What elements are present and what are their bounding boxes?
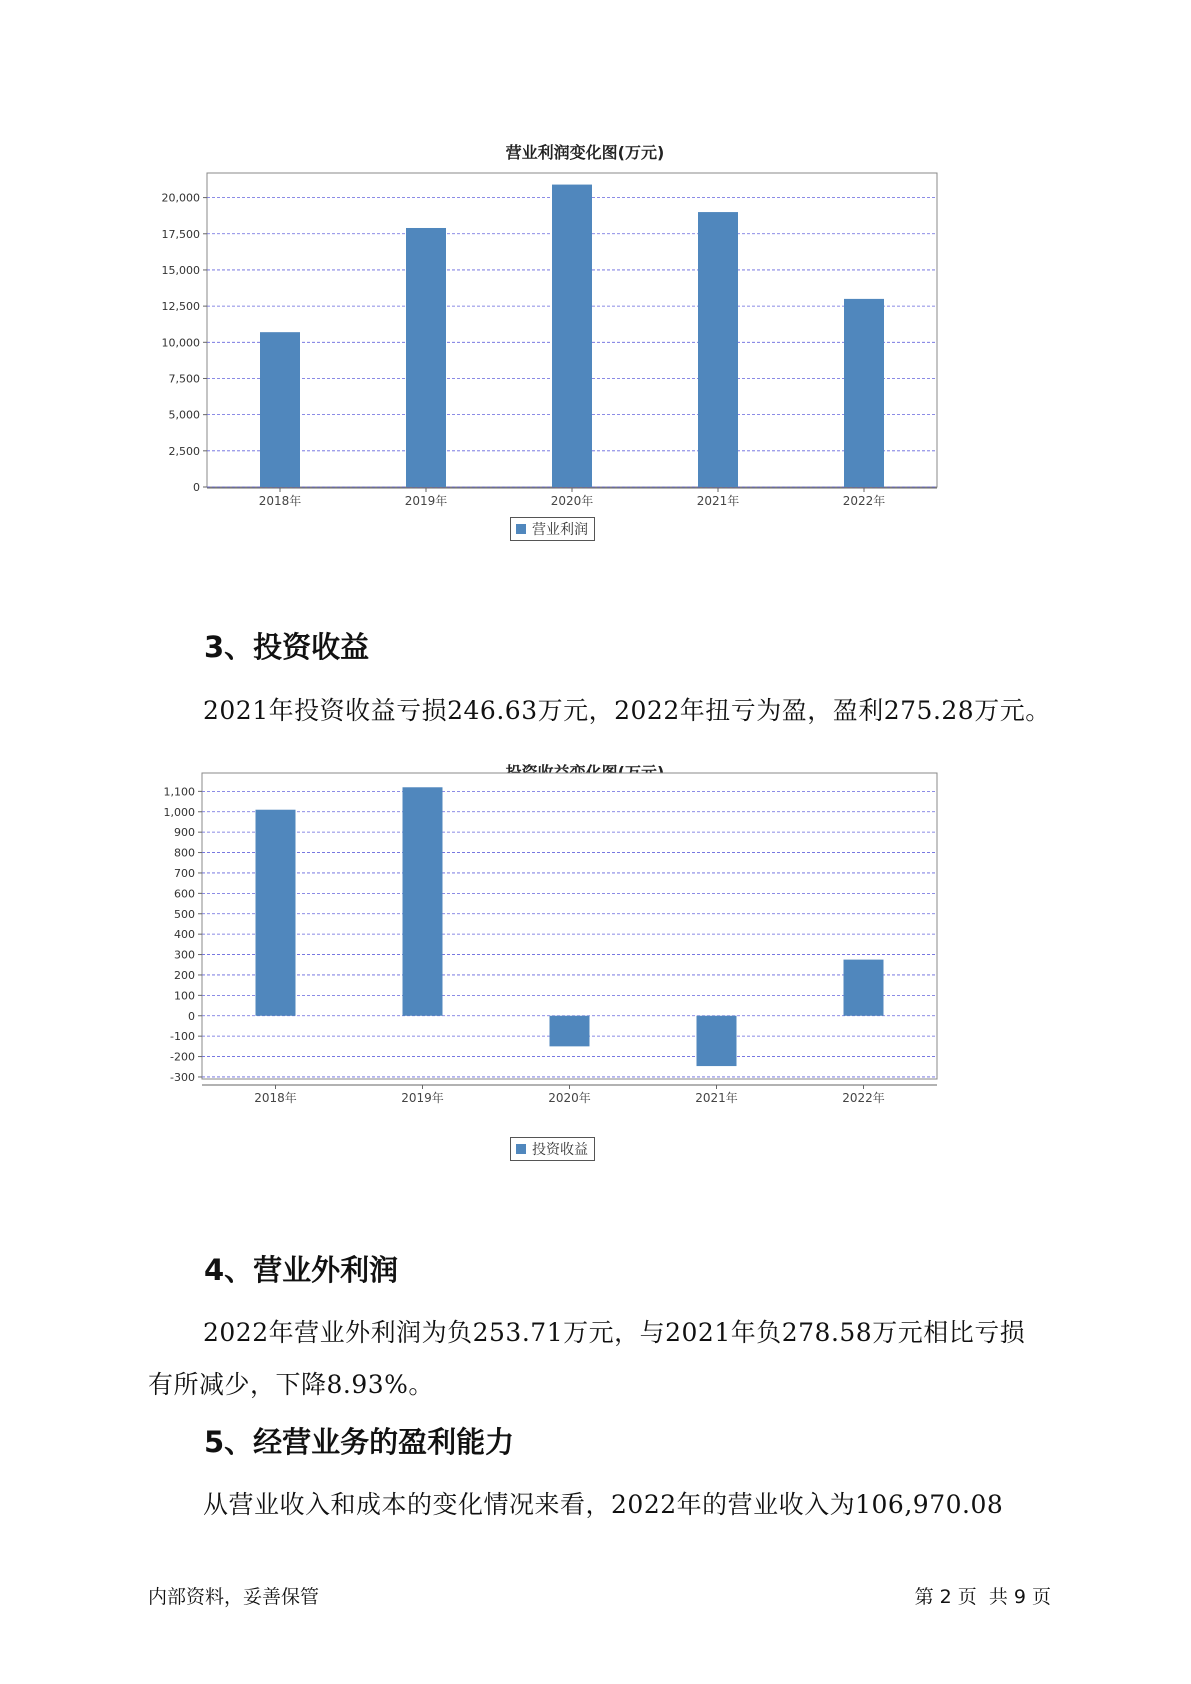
y-tick-label: 800	[174, 846, 195, 860]
y-tick-label: 100	[174, 989, 195, 1003]
x-tick-label: 2022年	[842, 1091, 885, 1105]
section-heading-non-operating: 4、营业外利润	[204, 1253, 399, 1287]
bar-2018年	[260, 332, 300, 487]
section-heading-profitability: 5、经营业务的盈利能力	[204, 1425, 515, 1459]
y-tick-label: 900	[174, 826, 195, 840]
y-tick-label: 12,500	[161, 300, 200, 314]
x-tick-label: 2019年	[401, 1091, 444, 1105]
y-tick-label: 1,000	[163, 805, 195, 819]
operating-profit-chart	[150, 140, 1020, 560]
y-tick-label: 1,100	[163, 785, 195, 799]
y-tick-label: 300	[174, 948, 195, 962]
x-tick-label: 2021年	[696, 494, 740, 508]
legend-swatch	[516, 1144, 526, 1154]
x-tick-label: 2020年	[548, 1091, 591, 1105]
x-tick-label: 2022年	[842, 494, 886, 508]
y-tick-label: -100	[170, 1030, 195, 1044]
section-heading-investment: 3、投资收益	[204, 630, 370, 664]
y-tick-label: 7,500	[168, 372, 200, 386]
legend-label: 营业利润	[532, 522, 588, 538]
bar-2021年	[697, 1016, 737, 1066]
investment-income-chart	[150, 760, 1020, 1190]
paragraph-profitability-line1: 从营业收入和成本的变化情况来看，2022年的营业收入为106,970.08	[203, 1490, 1004, 1519]
y-tick-label: 200	[174, 968, 195, 982]
y-tick-label: 500	[174, 907, 195, 921]
y-tick-label: -300	[170, 1070, 195, 1084]
y-tick-label: 700	[174, 866, 195, 880]
bar-2020年	[552, 185, 592, 487]
x-tick-label: 2019年	[404, 494, 448, 508]
legend-swatch	[516, 524, 526, 534]
bar-2018年	[256, 810, 296, 1016]
x-tick-label: 2018年	[254, 1091, 297, 1105]
x-tick-label: 2018年	[258, 494, 302, 508]
bar-2022年	[844, 299, 884, 487]
bar-2021年	[698, 212, 738, 487]
chart-legend	[510, 1137, 595, 1161]
footer-page-number: 第 2 页 共 9 页	[914, 1586, 1051, 1608]
y-tick-label: 15,000	[161, 263, 200, 277]
y-tick-label: 20,000	[161, 191, 200, 205]
y-tick-label: 2,500	[168, 444, 200, 458]
x-tick-label: 2020年	[550, 494, 594, 508]
bar-2022年	[844, 960, 884, 1016]
y-tick-label: 0	[193, 481, 200, 494]
y-tick-label: 0	[188, 1009, 195, 1023]
bar-2019年	[403, 787, 443, 1015]
y-tick-label: 400	[174, 928, 195, 942]
investment-income-chart-svg	[150, 785, 1020, 1178]
y-tick-label: -200	[170, 1050, 195, 1064]
bar-2019年	[406, 228, 446, 487]
operating-profit-chart-svg	[150, 168, 1020, 548]
y-tick-label: 5,000	[168, 408, 200, 422]
paragraph-non-operating-line1: 2022年营业外利润为负253.71万元，与2021年负278.58万元相比亏损	[203, 1318, 1026, 1347]
chart-title: 营业利润变化图(万元)	[505, 143, 665, 162]
legend-label: 投资收益	[532, 1142, 588, 1158]
paragraph-investment: 2021年投资收益亏损246.63万元，2022年扭亏为盈，盈利275.28万元。	[203, 696, 1051, 725]
y-tick-label: 10,000	[161, 336, 200, 350]
chart-legend	[510, 517, 595, 541]
y-tick-label: 600	[174, 887, 195, 901]
paragraph-non-operating-line2: 有所减少，下降8.93%。	[148, 1370, 434, 1399]
bar-2020年	[550, 1016, 590, 1047]
x-tick-label: 2021年	[695, 1091, 738, 1105]
y-tick-label: 17,500	[161, 227, 200, 241]
footer-confidential: 内部资料，妥善保管	[148, 1586, 320, 1608]
